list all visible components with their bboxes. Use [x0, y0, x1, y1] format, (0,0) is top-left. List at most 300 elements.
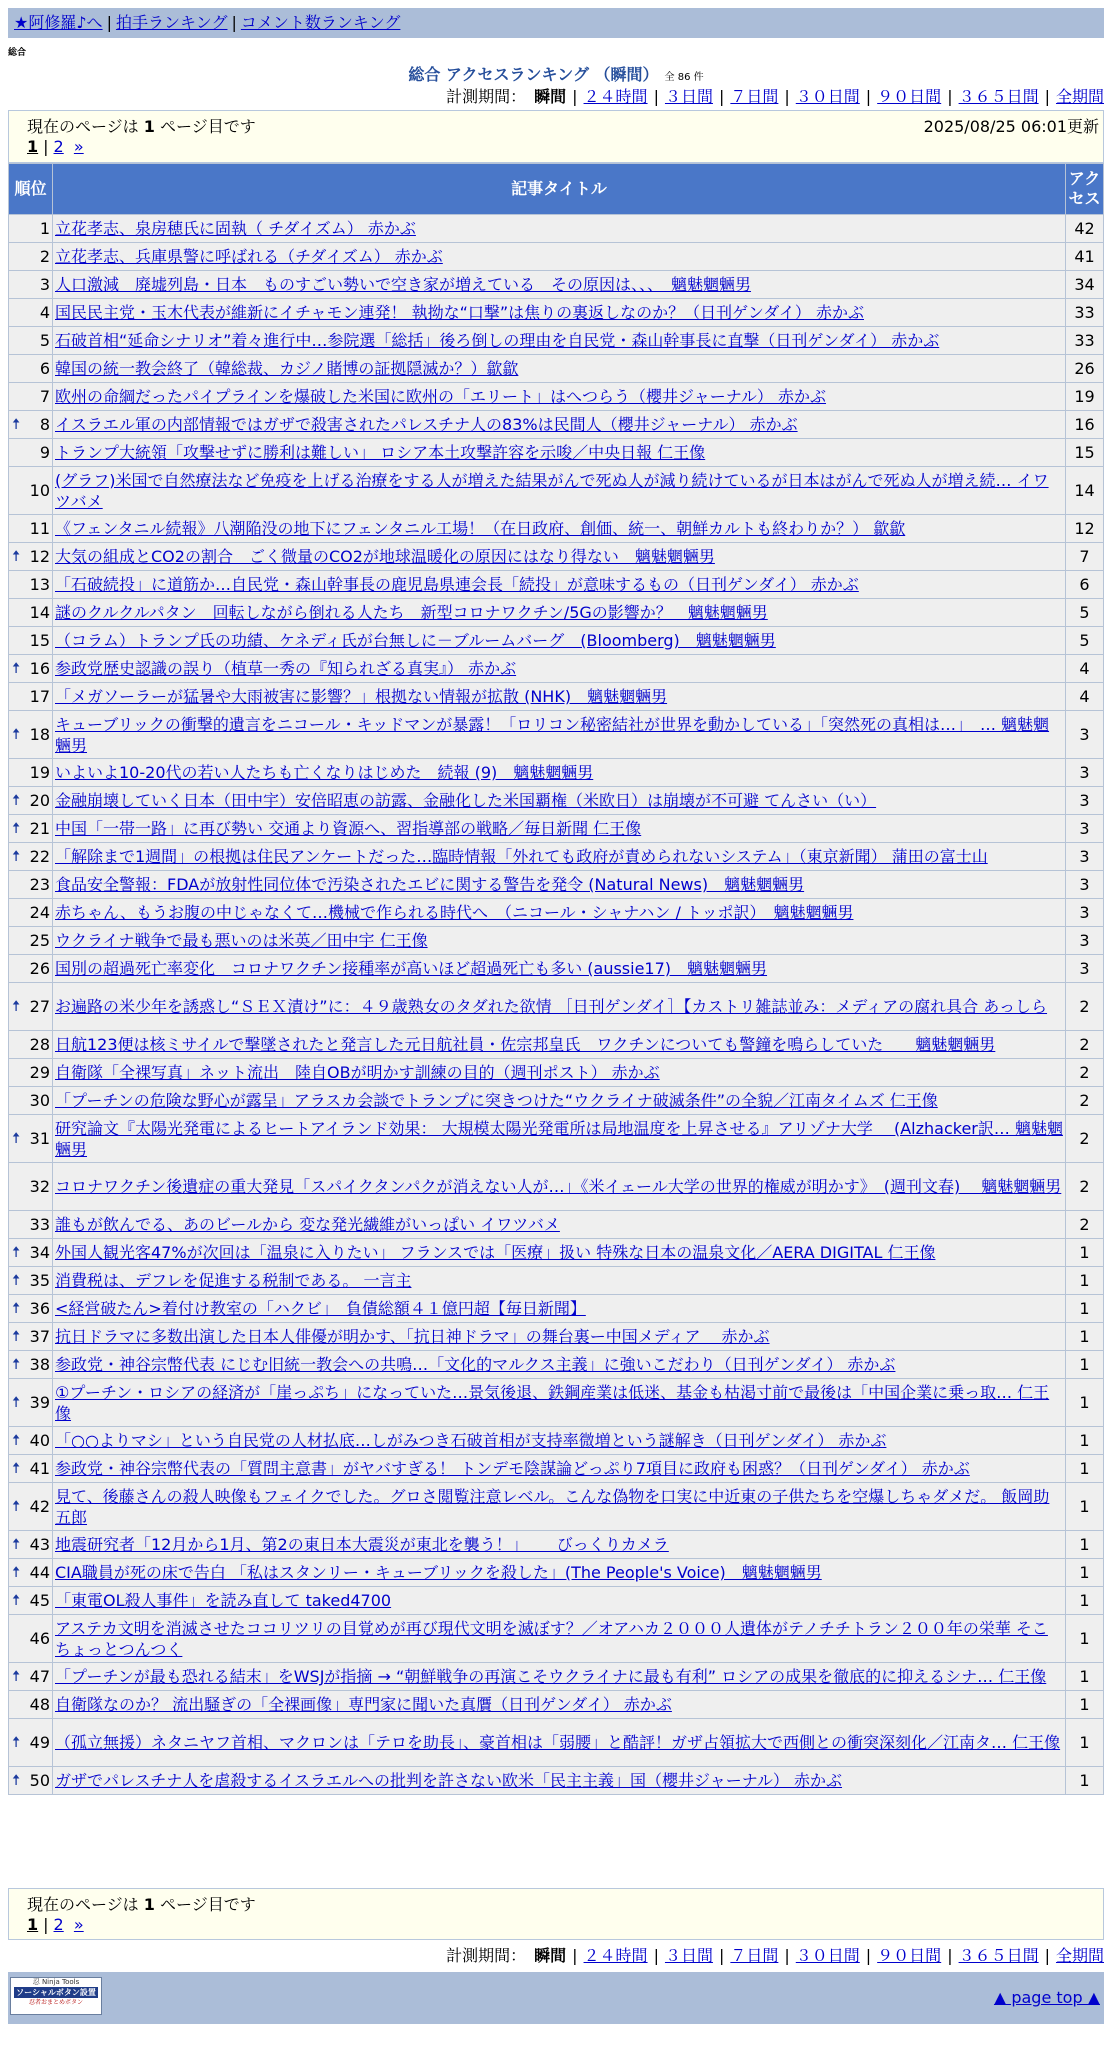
access-count: 1 [1066, 1615, 1104, 1663]
table-row [9, 787, 1104, 815]
article-title-link[interactable]: CIA職員が死の床で告白 「私はスタンリー・キューブリックを殺した」(The People's Voice) 魑魅魍魎男 [55, 1563, 822, 1582]
access-count: 41 [1066, 243, 1104, 271]
rank-up-arrow-icon: 🠅 [12, 847, 21, 865]
pager-next-arrow[interactable]: » [73, 137, 84, 156]
ranking-table-body [9, 215, 1104, 1795]
article-title-link[interactable]: 消費税は、デフレを促進する税制である。 一言主 [55, 1271, 412, 1290]
rank-cell [9, 1427, 53, 1455]
article-title-link[interactable]: 「プーチンの危険な野心が露呈」アラスカ会談でトランプに突きつけた“ウクライナ破滅条件”の全貌／江南タイムズ 仁王像 [55, 1091, 938, 1110]
rank-cell [9, 1059, 53, 1087]
rank-cell [9, 983, 53, 1031]
title-cell [53, 215, 1066, 243]
ranking-title: 総合 アクセスランキング （瞬間） [408, 65, 659, 84]
article-title-link[interactable]: 「プーチンが最も恐れる結末」をWSJが指摘 → “朝鮮戦争の再演こそウクライナに最も有利” ロシアの成果を徹底的に抑えるシナ… 仁王像 [55, 1667, 1047, 1686]
article-title-link[interactable]: 「東電OL殺人事件」を読み直して taked4700 [55, 1591, 392, 1610]
table-row [9, 899, 1104, 927]
period-link-all[interactable]: 全期間 [1055, 1946, 1104, 1965]
article-title-link[interactable]: 見て、後藤さんの殺人映像もフェイクでした。グロさ閲覧注意レベル。こんな偽物を口実に中近東の子供たちを空爆しちゃダメだ。 飯岡助五郎 [55, 1486, 1050, 1527]
title-cell [53, 1087, 1066, 1115]
period-current: 瞬間 [534, 1946, 567, 1965]
access-count: 14 [1066, 467, 1104, 515]
article-title-link[interactable]: イスラエル軍の内部情報ではガザで殺害されたパレスチナ人の83%は民間人（櫻井ジャーナル） 赤かぶ [55, 415, 798, 434]
title-cell [53, 1211, 1066, 1239]
table-row [9, 871, 1104, 899]
title-cell [53, 1587, 1066, 1615]
rank-number: 40 [29, 1431, 50, 1450]
rank-number: 34 [29, 1243, 50, 1262]
article-title-link[interactable]: 韓国の統一教会終了（韓総裁、カジノ賭博の証拠隠滅か？）歙歙 [55, 359, 519, 378]
rank-number: 37 [29, 1327, 50, 1346]
access-count: 1 [1066, 1239, 1104, 1267]
table-row [9, 243, 1104, 271]
ranking-heading [0, 62, 1112, 85]
article-title-link[interactable]: ガザでパレスチナ人を虐殺するイスラエルへの批判を許さない欧米「民主主義」国（櫻井ジャーナル） 赤かぶ [55, 1771, 843, 1790]
table-row [9, 815, 1104, 843]
rank-cell [9, 787, 53, 815]
access-count: 2 [1066, 1031, 1104, 1059]
ninja-social-button[interactable] [10, 1977, 102, 2015]
article-title-link[interactable]: 「石破続投」に道筋か…自民党・森山幹事長の鹿児島県連会長「続投」が意味するもの（日刊ゲンダイ） 赤かぶ [55, 575, 859, 594]
rank-up-arrow-icon: 🠅 [12, 1497, 21, 1515]
article-title-link[interactable]: 「○○よりマシ」という自民党の人材払底…しがみつき石破首相が支持率微増という謎解き（日刊ゲンダイ） 赤かぶ [55, 1431, 887, 1450]
article-title-link[interactable]: (グラフ)米国で自然療法など免疫を上げる治療をする人が増えた結果がんで死ぬ人が減り続けているが日本はがんで死ぬ人が増え続… イワツバメ [55, 470, 1049, 511]
rank-cell [9, 515, 53, 543]
pager-next-arrow[interactable]: » [73, 1915, 84, 1934]
table-row [9, 1483, 1104, 1531]
footer-bar [8, 1972, 1104, 2024]
access-count: 2 [1066, 1087, 1104, 1115]
access-count: 1 [1066, 1719, 1104, 1767]
title-cell [53, 871, 1066, 899]
current-page-pre: 現在のページは [27, 117, 139, 136]
rank-number: 12 [29, 547, 50, 566]
access-count: 2 [1066, 983, 1104, 1031]
title-cell [53, 1455, 1066, 1483]
separator: | [231, 13, 237, 32]
rank-number: 49 [29, 1733, 50, 1752]
rank-cell [9, 1211, 53, 1239]
table-row [9, 439, 1104, 467]
rank-number: 8 [39, 415, 50, 434]
rank-number: 13 [29, 575, 50, 594]
rank-number: 45 [29, 1591, 50, 1610]
rank-cell [9, 955, 53, 983]
current-page-num: 1 [143, 117, 155, 136]
rank-number: 42 [29, 1497, 50, 1516]
rank-cell [9, 467, 53, 515]
rank-cell [9, 627, 53, 655]
title-cell [53, 983, 1066, 1031]
access-count: 34 [1066, 271, 1104, 299]
ninja-omatome-label: 忍者おまとめボタン [28, 1999, 83, 2006]
ninja-tools-label: 忍 Ninja Tools [32, 1978, 80, 1986]
title-cell [53, 599, 1066, 627]
title-cell [53, 927, 1066, 955]
table-row [9, 1531, 1104, 1559]
period-label: 計測期間： [446, 87, 527, 106]
rank-cell [9, 411, 53, 439]
access-count: 3 [1066, 787, 1104, 815]
title-cell [53, 271, 1066, 299]
period-link-24h[interactable]: ２４時間 [583, 1946, 648, 1965]
rank-cell [9, 271, 53, 299]
pager-bottom: 1 | 2 » [27, 1915, 84, 1934]
access-count: 3 [1066, 815, 1104, 843]
rank-up-arrow-icon: 🠅 [12, 1243, 21, 1261]
article-title-link[interactable]: 参政党・神谷宗幣代表 にじむ旧統一教会への共鳴…「文化的マルクス主義」に強いこだわり（日刊ゲンダイ） 赤かぶ [55, 1355, 896, 1374]
rank-cell [9, 1239, 53, 1267]
access-count: 3 [1066, 955, 1104, 983]
table-row [9, 515, 1104, 543]
table-header-row [9, 164, 1104, 215]
rank-up-arrow-icon: 🠅 [12, 1355, 21, 1373]
page-info-top [8, 110, 1104, 163]
article-title-link[interactable]: 立花孝志、泉房穂氏に固執（ チダイズム） 赤かぶ [55, 219, 416, 238]
nav-link-comment-ranking[interactable]: コメント数ランキング [240, 13, 401, 32]
table-row [9, 327, 1104, 355]
table-row [9, 1211, 1104, 1239]
rank-number: 46 [29, 1629, 50, 1648]
article-title-link[interactable]: 地震研究者「12月から1月、第2の東日本大震災が東北を襲う！」 びっくりカメラ [55, 1535, 669, 1554]
table-row [9, 1323, 1104, 1351]
title-cell [53, 571, 1066, 599]
article-title-link[interactable]: 赤ちゃん、もうお腹の中じゃなくて…機械で作られる時代へ （ニコール・シャナハン / トッポ訳） 魑魅魍魎男 [55, 903, 854, 922]
rank-up-arrow-icon: 🠅 [12, 1535, 21, 1553]
period-link-365d[interactable]: ３６５日間 [958, 1946, 1039, 1965]
article-title-link[interactable]: アステカ文明を消滅させたココリツリの目覚めが再び現代文明を滅ぼす？／オアハカ２０００人遺体がテノチチトラン２００年の栄華 そこちょっとつんつく [55, 1618, 1048, 1659]
access-count: 5 [1066, 599, 1104, 627]
access-count: 1 [1066, 1767, 1104, 1795]
current-page-post: ページ目です [160, 117, 256, 136]
rank-number: 9 [39, 443, 50, 462]
access-count: 1 [1066, 1587, 1104, 1615]
rank-cell [9, 1351, 53, 1379]
table-row [9, 1295, 1104, 1323]
article-title-link[interactable]: コロナワクチン後遺症の重大発見「スパイクタンパクが消えない人が…」《米イェール大学の世界的権威が明かす》 (週刊文春) 魑魅魍魎男 [55, 1177, 1062, 1196]
access-count: 19 [1066, 383, 1104, 411]
article-title-link[interactable]: 研究論文『太陽光発電によるヒートアイランド効果： 大規模太陽光発電所は局地温度を上昇させる』アリゾナ大学 (Alzhacker訳… 魑魅魍魎男 [55, 1118, 1063, 1159]
title-cell [53, 759, 1066, 787]
access-count: 26 [1066, 355, 1104, 383]
article-title-link[interactable]: トランプ大統領「攻撃せずに勝利は難しい」 ロシア本土攻撃許容を示唆／中央日報 仁王像 [55, 443, 706, 462]
table-row [9, 215, 1104, 243]
article-title-link[interactable]: 誰もが飲んでる、あのビールから 変な発光繊維がいっぱい イワツバメ [55, 1215, 560, 1234]
table-row [9, 1163, 1104, 1211]
article-title-link[interactable]: いよいよ10-20代の若い人たちも亡くなりはじめた 続報 (9) 魑魅魍魎男 [55, 763, 594, 782]
period-link-90d[interactable]: ９０日間 [877, 87, 942, 106]
period-link-30d[interactable]: ３０日間 [795, 1946, 860, 1965]
title-cell [53, 411, 1066, 439]
table-row [9, 1691, 1104, 1719]
rank-cell [9, 439, 53, 467]
article-title-link[interactable]: 立花孝志、兵庫県警に呼ばれる（チダイズム） 赤かぶ [55, 247, 443, 266]
article-title-link[interactable]: ウクライナ戦争で最も悪いのは米英／田中宇 仁王像 [55, 931, 428, 950]
title-cell [53, 655, 1066, 683]
page-info-bottom [8, 1888, 1104, 1940]
access-count: 3 [1066, 711, 1104, 759]
rank-number: 14 [29, 603, 50, 622]
pager-current-page: 1 [27, 137, 39, 156]
rank-number: 6 [39, 359, 50, 378]
table-row [9, 843, 1104, 871]
table-row [9, 655, 1104, 683]
updated-timestamp: 2025/08/25 06:01更新 [923, 117, 1099, 136]
rank-number: 25 [29, 931, 50, 950]
rank-number: 36 [29, 1299, 50, 1318]
title-cell [53, 683, 1066, 711]
rank-cell [9, 815, 53, 843]
period-link-7d[interactable]: ７日間 [730, 87, 779, 106]
article-title-link[interactable]: 外国人観光客47%が次回は「温泉に入りたい」 フランスでは「医療」扱い 特殊な日本の温泉文化／AERA DIGITAL 仁王像 [55, 1243, 936, 1262]
title-cell [53, 467, 1066, 515]
header-rank: 順位 [9, 164, 53, 215]
access-count: 33 [1066, 299, 1104, 327]
period-link-3d[interactable]: ３日間 [664, 1946, 713, 1965]
article-title-link[interactable]: 《フェンタニル続報》八潮陥没の地下にフェンタニル工場！（在日政府、創価、統一、朝鮮カルトも終わりか？） 歙歙 [55, 519, 906, 538]
rank-number: 29 [29, 1063, 50, 1082]
table-row [9, 1455, 1104, 1483]
rank-up-arrow-icon: 🠅 [12, 1129, 21, 1147]
rank-up-arrow-icon: 🠅 [12, 997, 21, 1015]
rank-cell [9, 843, 53, 871]
title-cell [53, 1427, 1066, 1455]
title-cell [53, 1663, 1066, 1691]
table-row [9, 759, 1104, 787]
article-title-link[interactable]: 人口激減 廃墟列島・日本 ものすごい勢いで空き家が増えている その原因は、、、 魑魅魍魎男 [55, 275, 752, 294]
access-count: 1 [1066, 1351, 1104, 1379]
category-label: 総合 [8, 48, 27, 58]
rank-cell [9, 871, 53, 899]
rank-cell [9, 1163, 53, 1211]
rank-cell [9, 683, 53, 711]
title-cell [53, 787, 1066, 815]
current-page-pre: 現在のページは [27, 1895, 139, 1914]
page-top-link[interactable]: ▲ page top ▲ [993, 1988, 1100, 2007]
rank-number: 32 [29, 1177, 50, 1196]
rank-number: 48 [29, 1695, 50, 1714]
nav-link-asyura[interactable]: ★阿修羅♪へ [14, 13, 103, 32]
article-title-link[interactable]: キューブリックの衝撃的遺言をニコール・キッドマンが暴露！「ロリコン秘密結社が世界を動かしている」「突然死の真相は…」 … 魑魅魍魎男 [55, 714, 1050, 755]
table-row [9, 1767, 1104, 1795]
article-title-link[interactable]: （コラム）トランプ氏の功績、ケネディ氏が台無しに－ブルームバーグ (Bloomberg) 魑魅魍魎男 [55, 631, 776, 650]
article-title-link[interactable]: 「メガソーラーが猛暑や大雨被害に影響？」根拠ない情報が拡散 (NHK) 魑魅魍魎男 [55, 687, 668, 706]
ranking-table [8, 163, 1104, 1795]
rank-cell [9, 1587, 53, 1615]
rank-cell [9, 1719, 53, 1767]
table-row [9, 383, 1104, 411]
access-count: 1 [1066, 1267, 1104, 1295]
rank-up-arrow-icon: 🠅 [12, 1431, 21, 1449]
article-title-link[interactable]: ①プーチン・ロシアの経済が「崖っぷち」になっていた…景気後退、鉄鋼産業は低迷、基金も枯渇寸前で最後は「中国企業に乗っ取… 仁王像 [55, 1382, 1050, 1423]
rank-number: 20 [29, 791, 50, 810]
rank-cell [9, 599, 53, 627]
title-cell [53, 383, 1066, 411]
article-title-link[interactable]: 中国「一帯一路」に再び勢い 交通より資源へ、習指導部の戦略／毎日新聞 仁王像 [55, 819, 642, 838]
pager-page-2[interactable]: 2 [53, 1915, 64, 1934]
title-cell [53, 1559, 1066, 1587]
separator: | [106, 13, 112, 32]
table-row [9, 1351, 1104, 1379]
current-page-post: ページ目です [160, 1895, 256, 1914]
title-cell [53, 1615, 1066, 1663]
rank-up-arrow-icon: 🠅 [12, 819, 21, 837]
access-count: 1 [1066, 1323, 1104, 1351]
table-row [9, 683, 1104, 711]
table-row [9, 1719, 1104, 1767]
ranking-count: 全 86 件 [664, 72, 704, 83]
article-title-link[interactable]: 「解除まで1週間」の根拠は住民アンケートだった…臨時情報「外れても政府が責められないシステム」（東京新聞） 蒲田の富士山 [55, 847, 988, 866]
period-link-90d[interactable]: ９０日間 [877, 1946, 942, 1965]
rank-cell [9, 1323, 53, 1351]
access-count: 2 [1066, 1211, 1104, 1239]
rank-cell [9, 1531, 53, 1559]
table-row [9, 927, 1104, 955]
title-cell [53, 1163, 1066, 1211]
period-link-3d[interactable]: ３日間 [664, 87, 713, 106]
article-title-link[interactable]: 石破首相“延命シナリオ”着々進行中…参院選「総括」後ろ倒しの理由を自民党・森山幹事長に直撃（日刊ゲンダイ） 赤かぶ [55, 331, 940, 350]
rank-cell [9, 1267, 53, 1295]
article-title-link[interactable]: お遍路の米少年を誘惑し“ＳＥＸ漬け”に：４９歳熟女のタダれた欲情 ［日刊ゲンダイ］【カストリ雑誌並み：メディアの腐れ具合 あっしら [55, 997, 1048, 1016]
title-cell [53, 1351, 1066, 1379]
rank-up-arrow-icon: 🠅 [12, 1733, 21, 1751]
period-label: 計測期間： [446, 1946, 527, 1965]
title-cell [53, 299, 1066, 327]
rank-number: 7 [39, 387, 50, 406]
title-cell [53, 815, 1066, 843]
access-count: 7 [1066, 543, 1104, 571]
current-page-text [27, 114, 256, 137]
title-cell [53, 843, 1066, 871]
table-row [9, 543, 1104, 571]
title-cell [53, 243, 1066, 271]
title-cell [53, 1531, 1066, 1559]
access-count: 15 [1066, 439, 1104, 467]
rank-cell [9, 1559, 53, 1587]
rank-up-arrow-icon: 🠅 [12, 1667, 21, 1685]
access-count: 2 [1066, 1115, 1104, 1163]
rank-number: 5 [39, 331, 50, 350]
period-link-7d[interactable]: ７日間 [730, 1946, 779, 1965]
table-row [9, 1559, 1104, 1587]
rank-up-arrow-icon: 🠅 [12, 415, 21, 433]
article-title-link[interactable]: 日航123便は核ミサイルで撃墜されたと発言した元日航社員・佐宗邦皇氏 ワクチンについても警鐘を鳴らしていた 魑魅魍魎男 [55, 1035, 996, 1054]
period-link-365d[interactable]: ３６５日間 [958, 87, 1039, 106]
rank-cell [9, 215, 53, 243]
header-title: 記事タイトル [53, 164, 1066, 215]
access-count: 1 [1066, 1559, 1104, 1587]
ninja-social-label: ソーシャルボタン設置 [14, 1987, 98, 1998]
rank-cell [9, 1295, 53, 1323]
article-title-link[interactable]: 大気の組成とCO2の割合 ごく微量のCO2が地球温暖化の原因にはなり得ない 魑魅魍魎男 [55, 547, 715, 566]
period-link-all[interactable]: 全期間 [1055, 87, 1104, 106]
access-count: 1 [1066, 1691, 1104, 1719]
period-link-24h[interactable]: ２４時間 [583, 87, 648, 106]
nav-link-applause-ranking[interactable]: 拍手ランキング [115, 13, 228, 32]
rank-cell [9, 1483, 53, 1531]
access-count: 42 [1066, 215, 1104, 243]
access-count: 1 [1066, 1531, 1104, 1559]
title-cell [53, 1059, 1066, 1087]
period-link-30d[interactable]: ３０日間 [795, 87, 860, 106]
article-title-link[interactable]: 欧州の命綱だったパイプラインを爆破した米国に欧州の「エリート」はへつらう（櫻井ジャーナル） 赤かぶ [55, 387, 827, 406]
rank-up-arrow-icon: 🠅 [12, 791, 21, 809]
rank-number: 18 [29, 725, 50, 744]
pager-top: 1 | 2 » [27, 137, 84, 156]
access-count: 6 [1066, 571, 1104, 599]
table-row [9, 1267, 1104, 1295]
article-title-link[interactable]: 金融崩壊していく日本（田中宇）安倍昭恵の訪露、金融化した米国覇権（米欧日）は崩壊が不可避 てんさい（い） [55, 791, 877, 810]
access-count: 3 [1066, 899, 1104, 927]
rank-cell [9, 571, 53, 599]
rank-cell [9, 243, 53, 271]
access-count: 1 [1066, 1455, 1104, 1483]
header-access: アクセス [1066, 164, 1104, 215]
rank-cell [9, 327, 53, 355]
table-row [9, 1115, 1104, 1163]
rank-up-arrow-icon: 🠅 [12, 1591, 21, 1609]
rank-up-arrow-icon: 🠅 [12, 1393, 21, 1411]
article-title-link[interactable]: 国別の超過死亡率変化 コロナワクチン接種率が高いほど超過死亡も多い (aussie17) 魑魅魍魎男 [55, 959, 768, 978]
article-title-link[interactable]: 自衛隊「全裸写真」ネット流出 陸自OBが明かす訓練の目的（週刊ポスト） 赤かぶ [55, 1063, 660, 1082]
article-title-link[interactable]: 謎のクルクルパタン 回転しながら倒れる人たち 新型コロナワクチン/5Gの影響か？ 魑魅魍魎男 [55, 603, 768, 622]
article-title-link[interactable]: 食品安全警報：FDAが放射性同位体で汚染されたエビに関する警告を発令 (Natural News) 魑魅魍魎男 [55, 875, 805, 894]
rank-number: 35 [29, 1271, 50, 1290]
rank-number: 26 [29, 959, 50, 978]
article-title-link[interactable]: （孤立無援）ネタニヤフ首相、マクロンは「テロを助長」、豪首相は「弱腰」と酷評！ガザ占領拡大で西側との衝突深刻化／江南タ… 仁王像 [55, 1733, 1061, 1752]
rank-number: 10 [29, 481, 50, 500]
rank-number: 33 [29, 1215, 50, 1234]
table-row [9, 1663, 1104, 1691]
pager-page-2[interactable]: 2 [53, 137, 64, 156]
table-row [9, 983, 1104, 1031]
article-title-link[interactable]: 参政党・神谷宗幣代表の「質問主意書」がヤバすぎる！ トンデモ陰謀論どっぷり7項目に政府も困惑？（日刊ゲンダイ） 赤かぶ [55, 1459, 970, 1478]
table-row [9, 599, 1104, 627]
article-title-link[interactable]: 抗日ドラマに多数出演した日本人俳優が明かす、「抗日神ドラマ」の舞台裏ー中国メディア 赤かぶ [55, 1327, 770, 1346]
title-cell [53, 1115, 1066, 1163]
article-title-link[interactable]: 参政党歴史認識の誤り（植草一秀の『知られざる真実』） 赤かぶ [55, 659, 517, 678]
article-title-link[interactable]: <経営破たん>着付け教室の「ハクビ」 負債総額４１億円超【毎日新聞】 [55, 1299, 586, 1318]
title-cell [53, 1719, 1066, 1767]
rank-number: 24 [29, 903, 50, 922]
access-count: 4 [1066, 683, 1104, 711]
rank-number: 16 [29, 659, 50, 678]
rank-cell [9, 1691, 53, 1719]
top-nav-bar [8, 8, 1104, 38]
title-cell [53, 899, 1066, 927]
rank-up-arrow-icon: 🠅 [12, 1299, 21, 1317]
rank-number: 11 [29, 519, 50, 538]
article-title-link[interactable]: 国民民主党・玉木代表が維新にイチャモン連発！ 執拗な“口撃”は焦りの裏返しなのか？（日刊ゲンダイ） 赤かぶ [55, 303, 864, 322]
table-row [9, 1087, 1104, 1115]
access-count: 16 [1066, 411, 1104, 439]
rank-number: 2 [39, 247, 50, 266]
title-cell [53, 355, 1066, 383]
table-row [9, 571, 1104, 599]
rank-up-arrow-icon: 🠅 [12, 1271, 21, 1289]
rank-up-arrow-icon: 🠅 [12, 1327, 21, 1345]
rank-number: 30 [29, 1091, 50, 1110]
access-count: 1 [1066, 1379, 1104, 1427]
access-count: 3 [1066, 871, 1104, 899]
rank-number: 50 [29, 1771, 50, 1790]
article-title-link[interactable]: 自衛隊なのか？ 流出騒ぎの「全裸画像」専門家に聞いた真贋（日刊ゲンダイ） 赤かぶ [55, 1695, 672, 1714]
access-count: 3 [1066, 759, 1104, 787]
title-cell [53, 515, 1066, 543]
rank-number: 41 [29, 1459, 50, 1478]
rank-cell [9, 927, 53, 955]
table-row [9, 271, 1104, 299]
rank-number: 19 [29, 763, 50, 782]
